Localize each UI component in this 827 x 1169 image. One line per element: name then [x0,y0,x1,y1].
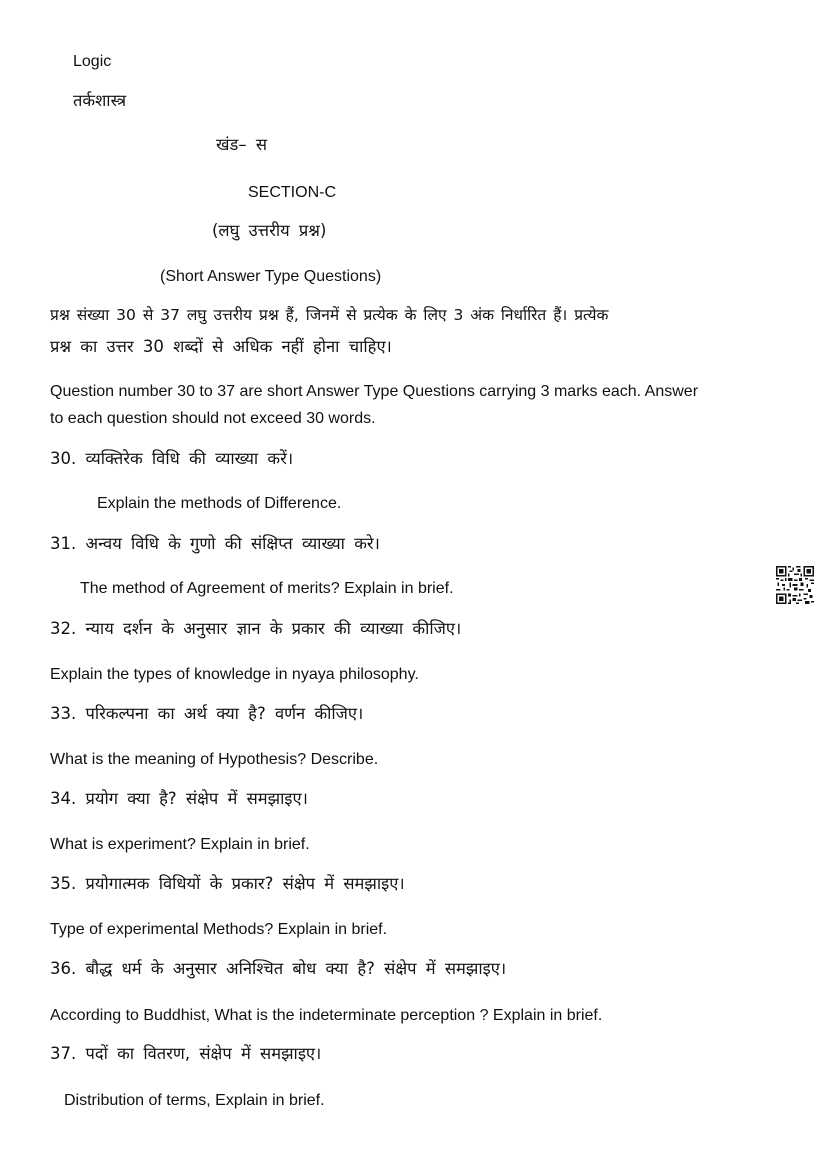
question-33-hi: 33. परिकल्पना का अर्थ क्या है? वर्णन कीजिए। [50,704,364,723]
question-32-en: Explain the types of knowledge in nyaya philosophy. [50,666,419,683]
question-36-hi: 36. बौद्ध धर्म के अनुसार अनिश्चित बोध क्या है? संक्षेप में समझाइए। [50,959,507,978]
subject-title-hi: तर्कशास्त्र [73,91,127,110]
question-36-en: According to Buddhist, What is the indeterminate perception ? Explain in brief. [50,1007,603,1024]
instructions-en-line1: Question number 30 to 37 are short Answer Type Questions carrying 3 marks each. Answer [50,383,699,400]
section-khand-hi: खंड– स [216,135,267,154]
question-35-en: Type of experimental Methods? Explain in brief. [50,921,388,938]
section-type-hi: (लघु उत्तरीय प्रश्न) [212,221,327,240]
question-35-hi: 35. प्रयोगात्मक विधियों के प्रकार? संक्षेप में समझाइए। [50,874,405,893]
instructions-en-line2: to each question should not exceed 30 words. [50,410,376,427]
question-31-en: The method of Agreement of merits? Explain in brief. [80,580,454,597]
question-33-en: What is the meaning of Hypothesis? Describe. [50,751,379,768]
instructions-hi-line1: प्रश्न संख्या 30 से 37 लघु उत्तरीय प्रश्न हैं, जिनमें से प्रत्येक के लिए 3 अंक निर्धारित हैं। प्रत्येक [50,306,609,324]
question-37-hi: 37. पदों का वितरण, संक्षेप में समझाइए। [50,1044,322,1063]
subject-title-en: Logic [73,53,112,70]
question-34-en: What is experiment? Explain in brief. [50,836,310,853]
question-30-en: Explain the methods of Difference. [97,495,342,512]
section-type-en: (Short Answer Type Questions) [160,268,382,285]
qr-code-icon [776,566,814,604]
question-32-hi: 32. न्याय दर्शन के अनुसार ज्ञान के प्रकार की व्याख्या कीजिए। [50,619,462,638]
question-37-en: Distribution of terms, Explain in brief. [64,1092,325,1109]
question-34-hi: 34. प्रयोग क्या है? संक्षेप में समझाइए। [50,789,308,808]
section-title-en: SECTION-C [248,184,336,201]
question-31-hi: 31. अन्वय विधि के गुणो की संक्षिप्त व्याख्या करे। [50,534,380,553]
question-30-hi: 30. व्यक्तिरेक विधि की व्याख्या करें। [50,449,294,468]
instructions-hi-line2: प्रश्न का उत्तर 30 शब्दों से अधिक नहीं होना चाहिए। [50,337,392,356]
